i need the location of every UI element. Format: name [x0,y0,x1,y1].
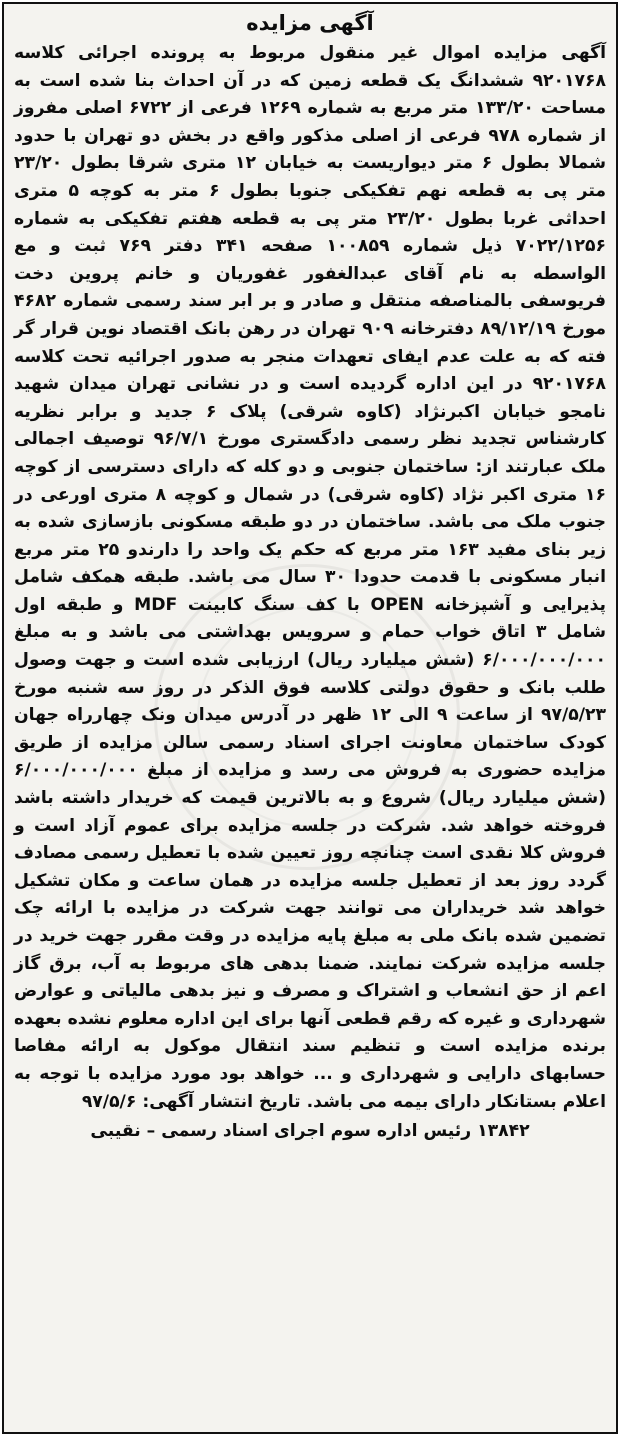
notice-signature: ۱۳۸۴۲ رئیس اداره سوم اجرای اسناد رسمی – نقیبی [90,1121,530,1142]
auction-notice [2,2,618,1434]
notice-body: آگهی مزایده اموال غیر منقول مربوط به پرونده اجرائی کلاسه ۹۲۰۱۷۶۸ ششدانگ یک قطعه زمین که در آن احداث بنا شده است به مساحت ۱۳۳/۲۰ متر مربع به شماره ۱۲۶۹ فرعی از ۶۷۲۲ اصلی مفروز از شماره ۹۷۸ فرعی از اصلی مذکور واقع در بخش دو تهران با حدود شمالا بطول ۶ متر دیواریست به خیابان ۱۲ متری شرقا بطول ۲۳/۲۰ متر پی به قطعه نهم تفکیکی جنوبا بطول ۶ متر به کوچه ۵ متری احداثی غربا بطول ۲۳/۲۰ متر پی به قطعه هفتم تفکیکی به شماره ۷۰۲۲/۱۲۵۶ ذیل شماره ۱۰۰۸۵۹ صفحه ۳۴۱ دفتر ۷۶۹ ثبت و مع الواسطه به نام آقای عبدالغفور غفوریان و خانم پروین دخت فریوسفی بالمناصفه منتقل و صادر و بر ابر سند رسمی شماره ۴۶۸۲ مورخ ۸۹/۱۲/۱۹ دفترخانه ۹۰۹ تهران در رهن بانک اقتصاد نوین قرار گر فته که به علت عدم ایفای تعهدات منجر به صدور اجرائیه تحت کلاسه ۹۲۰۱۷۶۸ در این اداره گردیده است و در نشانی تهران میدان شهید نامجو خیابان اکبرنژاد (کاوه شرقی) پلاک ۶ جدید و برابر نظریه کارشناس تجدید نظر رسمی دادگستری مورخ ۹۶/۷/۱ توصیف اجمالی ملک عبارتند از: ساختمان جنوبی و دو کله که دارای دسترسی از کوچه ۱۶ متری اکبر نژاد (کاوه شرقی) در شمال و کوچه ۸ متری اورعی در جنوب ملک می باشد. ساختمان در دو طبقه مسکونی بازسازی شده به زیر بنای مفید ۱۶۳ متر مربع که حکم یک واحد را دارندو ۲۵ متر مربع انبار مسکونی با قدمت حدودا ۳۰ سال می باشد. طبقه همکف شامل پذیرایی و آشپزخانه OPEN با کف سنگ کابینت MDF و طبقه اول شامل ۳ اتاق خواب حمام و سرویس بهداشتی می باشد و به مبلغ ۶/۰۰۰/۰۰۰/۰۰۰ (شش میلیارد ریال) ارزیابی شده است و جهت وصول طلب بانک و حقوق دولتی کلاسه فوق الذکر در روز سه شنبه مورخ ۹۷/۵/۲۳ از ساعت ۹ الی ۱۲ ظهر در آدرس میدان ونک چهارراه جهان کودک ساختمان معاونت اجرای اسناد رسمی سالن مزایده از طریق مزایده حضوری به فروش می رسد و مزایده از مبلغ ۶/۰۰۰/۰۰۰/۰۰۰ (شش میلیارد ریال) شروع و به بالاترین قیمت که خریدار داشته باشد فروخته خواهد شد. شرکت در جلسه مزایده برای عموم آزاد است و فروش کلا نقدی است چنانچه روز تعیین شده با تعطیل رسمی مصادف گردد روز بعد از تعطیل جلسه مزایده در همان ساعت و مکان تشکیل خواهد شد خریداران می توانند جهت شرکت در مزایده با ارائه چک تضمین شده بانک ملی به مبلغ پایه مزایده در وقت مقرر جهت خرید در جلسه مزایده شرکت نمایند. ضمنا بدهی های مربوط به آب، برق گاز اعم از حق انشعاب و اشتراک و مصرف و نیز بدهی مالیاتی و عوارض شهرداری و غیره که رقم قطعی آنها برای این اداره معلوم نشده بعهده برنده مزایده است و تنظیم سند انتقال موکول به ارائه مفاصا حسابهای دارایی و شهرداری و ... خواهد بود مورد مزایده با توجه به اعلام بستانکار دارای بیمه می باشد. تاریخ انتشار آگهی: ۹۷/۵/۶ [14,43,607,1112]
notice-title: آگهی مزایده [246,11,374,35]
